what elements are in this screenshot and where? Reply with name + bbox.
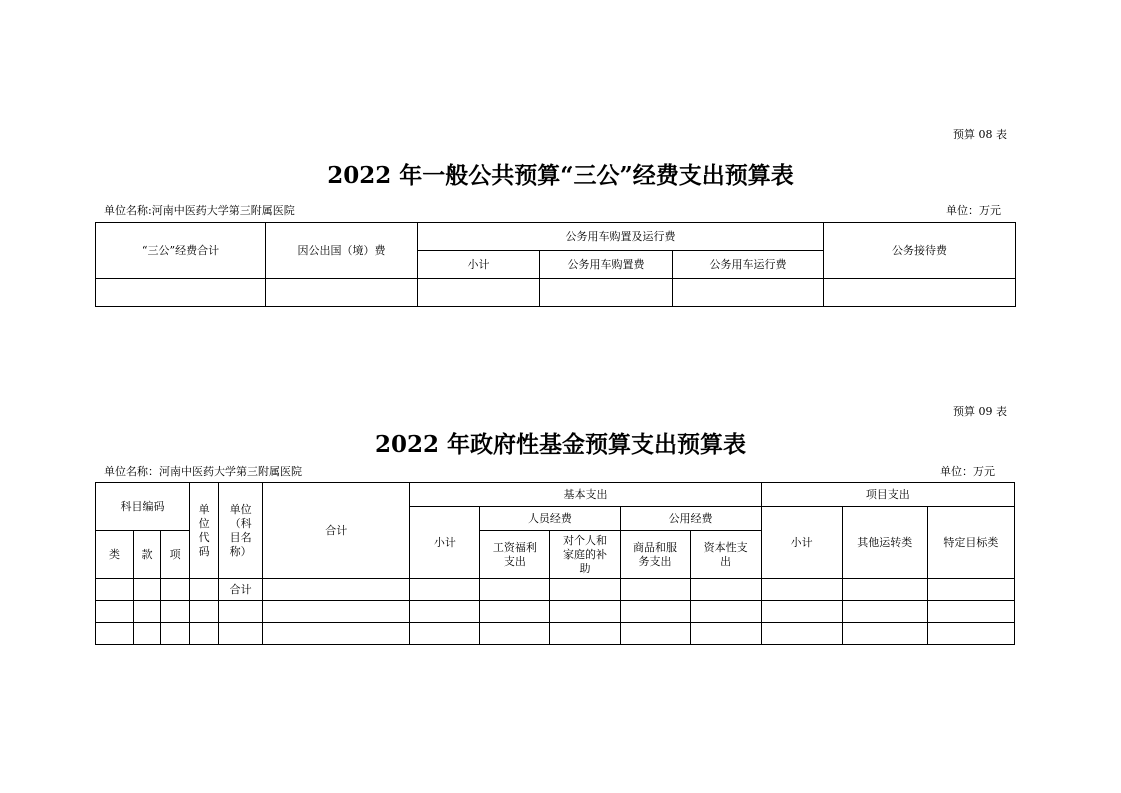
table-cell <box>824 279 1016 307</box>
page-title-three-public: 2022 年一般公共预算“三公”经费支出预算表 <box>327 162 794 189</box>
header-other-transfer: 其他运转类 <box>842 507 927 579</box>
header-item: 项 <box>161 531 190 579</box>
unit-name-label: 单位名称：河南中医药大学第三附属医院 <box>104 465 302 478</box>
header-project-subtotal: 小计 <box>761 507 842 579</box>
header-section: 款 <box>134 531 161 579</box>
table-cell <box>266 279 418 307</box>
header-vehicle-purchase: 公务用车购置费 <box>540 251 673 279</box>
header-subtotal: 小计 <box>418 251 540 279</box>
unit-label: 单位：万元 <box>946 204 1001 217</box>
header-unit-code: 单 位 代 码 <box>190 483 219 579</box>
header-basic: 基本支出 <box>410 483 761 507</box>
header-family-subsidy: 对个人和 家庭的补 助 <box>550 531 620 579</box>
header-goods-services: 商品和服 务支出 <box>620 531 690 579</box>
header-basic-subtotal: 小计 <box>410 507 480 579</box>
page-title-gov-fund: 2022 年政府性基金预算支出预算表 <box>374 431 747 458</box>
doc-tag-09: 预算 09 表 <box>953 405 1007 418</box>
table-row <box>96 623 1015 645</box>
unit-label: 单位：万元 <box>940 465 995 478</box>
header-project: 项目支出 <box>761 483 1014 507</box>
table-row <box>96 601 1015 623</box>
table-cell <box>96 279 266 307</box>
header-vehicle-group: 公务用车购置及运行费 <box>418 223 824 251</box>
three-public-table <box>95 222 1016 307</box>
table-cell <box>418 279 540 307</box>
header-total: “三公”经费合计 <box>96 223 266 279</box>
header-reception: 公务接待费 <box>824 223 1016 279</box>
header-subject-code: 科目编码 <box>96 483 190 531</box>
table-cell <box>673 279 824 307</box>
header-unit-name: 单位 （科 目名 称） <box>219 483 263 579</box>
header-vehicle-operation: 公务用车运行费 <box>673 251 824 279</box>
gov-fund-table <box>95 482 1015 645</box>
header-wages: 工资福利 支出 <box>480 531 550 579</box>
row-total-label: 合计 <box>219 579 263 601</box>
table-cell <box>540 279 673 307</box>
header-abroad: 因公出国（境）费 <box>266 223 418 279</box>
header-personnel: 人员经费 <box>480 507 620 531</box>
doc-tag-08: 预算 08 表 <box>953 128 1007 141</box>
header-public: 公用经费 <box>620 507 761 531</box>
header-specific-target: 特定目标类 <box>927 507 1014 579</box>
unit-name-label: 单位名称:河南中医药大学第三附属医院 <box>104 204 295 217</box>
header-total: 合计 <box>263 483 410 579</box>
header-capital: 资本性支 出 <box>690 531 761 579</box>
table-row <box>96 579 1015 601</box>
table-row <box>96 279 1016 307</box>
header-class: 类 <box>96 531 134 579</box>
